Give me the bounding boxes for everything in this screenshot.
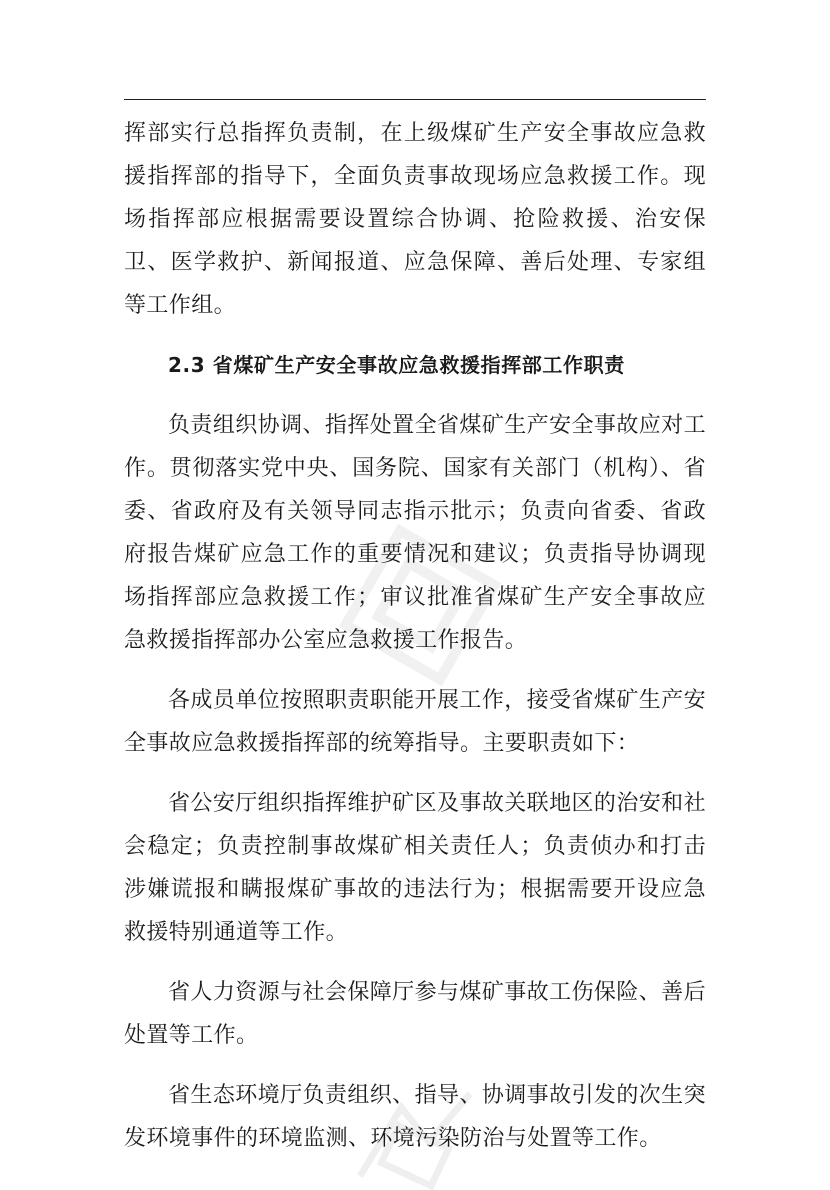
- document-body: [124, 112, 706, 1160]
- section-heading-2-3: 2.3 省煤矿生产安全事故应急救援指挥部工作职责: [168, 353, 625, 377]
- paragraph-ecology-environment: 省生态环境厅负责组织、指导、协调事故引发的次生突发环境事件的环境监测、环境污染防治与处置等工作。: [124, 1083, 706, 1151]
- paragraph-public-security: 省公安厅组织指挥维护矿区及事故关联地区的治安和社会稳定；负责控制事故煤矿相关责任人；负责侦办和打击涉嫌谎报和瞒报煤矿事故的违法行为；根据需要开设应急救援特别通道等工作。: [124, 791, 706, 945]
- paragraph-member-units: 各成员单位按照职责职能开展工作，接受省煤矿生产安全事故应急救援指挥部的统筹指导。主要职责如下：: [124, 688, 706, 756]
- paragraph-human-resources: 省人力资源与社会保障厅参与煤矿事故工伤保险、善后处置等工作。: [124, 980, 706, 1048]
- paragraph-hq-duties: 负责组织协调、指挥处置全省煤矿生产安全事故应对工作。贯彻落实党中央、国务院、国家有关部门（机构）、省委、省政府及有关领导同志指示批示；负责向省委、省政府报告煤矿应急工作的重要情况和建议；负责指导协调现场指挥部应急救援工作；审议批准省煤矿生产安全事故应急救援指挥部办公室应急救援工作报告。: [124, 413, 706, 653]
- paragraph-command-structure: 挥部实行总指挥负责制，在上级煤矿生产安全事故应急救援指挥部的指导下，全面负责事故现场应急救援工作。现场指挥部应根据需要设置综合协调、抢险救援、治安保卫、医学救护、新闻报道、应急保障、善后处理、专家组等工作组。: [124, 121, 706, 318]
- header-rule: [124, 99, 706, 100]
